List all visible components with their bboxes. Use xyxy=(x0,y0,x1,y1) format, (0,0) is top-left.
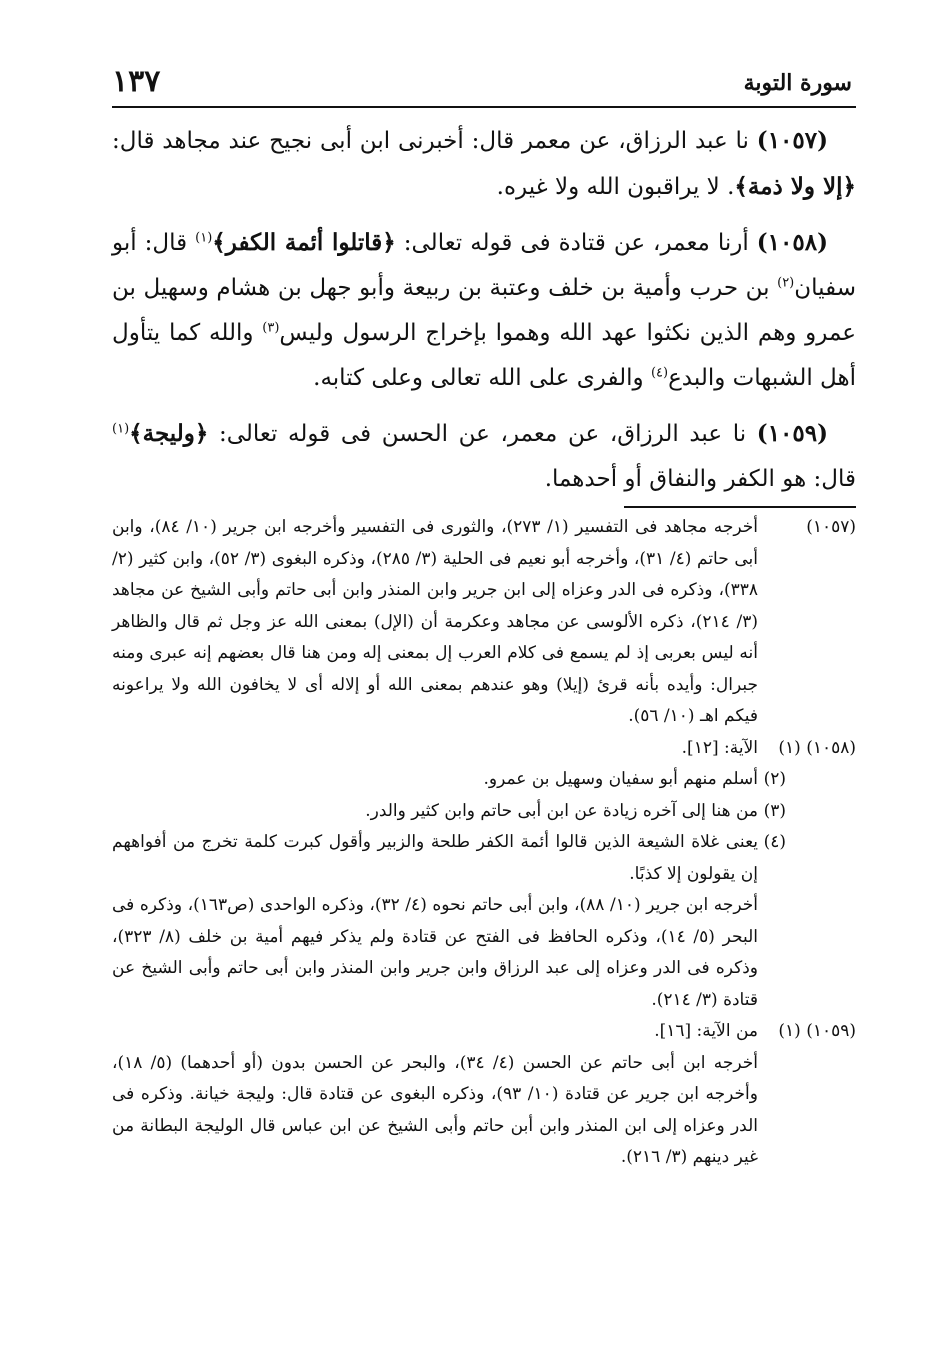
footnote-1059 xyxy=(112,1016,856,1174)
narration-1059 xyxy=(112,411,856,502)
narration-text: والله كما يتأول أهل الشبهات والبدع xyxy=(112,320,856,391)
footnotes xyxy=(112,512,856,1174)
footnote-sub xyxy=(112,764,786,796)
surah-title: سورة التوبة xyxy=(743,70,852,96)
footnote-subnumber: (٤) xyxy=(763,832,786,852)
footnote-number: (١٠٥٧) xyxy=(806,517,856,537)
page-header xyxy=(112,64,852,104)
footnote-number-group xyxy=(758,1016,856,1048)
narration-text: أرنا معمر، عن قتادة فى قوله تعالى: xyxy=(395,230,757,256)
narration-text: . لا يراقبون الله ولا غيره. xyxy=(496,174,735,200)
footnote-number: (١٠٥٨) xyxy=(806,737,856,758)
quran-quote: ﴿إلا ولا ذمة﴾ xyxy=(734,173,856,200)
header-rule xyxy=(112,106,856,108)
main-text xyxy=(112,118,856,512)
footnote-text: يعنى غلاة الشيعة الذين قالوا أئمة الكفر طلحة والزبير وأقول كبرت كلمة تخرج من أفواههم إن يقولون إلا كذبًا. xyxy=(112,832,758,884)
footnote-text: أسلم منهم أبو سفيان وسهيل بن عمرو. xyxy=(483,769,758,789)
footnote-number-group xyxy=(758,733,856,765)
narration-text: قال: أبو سفيان xyxy=(112,230,856,301)
quran-quote: ﴿وليجة﴾ xyxy=(129,420,209,447)
narration-text: والفرى على الله تعالى وعلى كتابه. xyxy=(313,365,651,391)
footnote-text: الآية: [١٢]. xyxy=(681,737,758,758)
footnote-text: أخرجه ابن جرير (١٠/ ٨٨)، وابن أبى حاتم نحوه (٤/ ٣٢)، وذكره الواحدى (ص١٦٣)، وذكره فى البحر (٥/ ١٤)، وذكره الحافظ فى الفتح عن قتادة ولم يذكر فيهم أمية بن خلف (٨/ ٣٢٣)، وذكره فى الدر وعزاه إلى عبد الرزاق وابن جرير وابن المنذر وابن أبى حاتم وأبى الشيخ عن قتادة (٣/ ٢١٤). xyxy=(112,895,758,1010)
footnote-text: أخرجه ابن أبى حاتم عن الحسن (٤/ ٣٤)، والبحر عن الحسن بدون (أو أحدهما) (٥/ ١٨)، وأخرجه ابن جرير عن قتادة (١٠/ ٩٣)، وذكره البغوى عن قتادة قال: وليجة خيانة. وذكره فى الدر وعزاه إلى ابن المنذر وابن أبن حاتم وأبى الشيخ عن ابن عباس قال الوليجة البطانة من غير دينهم (٣/ ٢١٦). xyxy=(112,1052,758,1167)
footnote-ref: (٢) xyxy=(777,275,795,291)
narration-text: بن حرب وأمية بن خلف وعتبة بن ربيعة وأبو جهل بن هشام وسهيل بن عمرو وهم الذين نكثوا عهد الله وهموا بإخراج الرسول وليس xyxy=(112,275,856,346)
narration-number: (١٠٥٩) xyxy=(756,420,828,447)
footnote-ref: (١) xyxy=(112,421,130,437)
footnote-subnumber: (١) xyxy=(778,737,801,758)
narration-number: (١٠٥٨) xyxy=(756,229,828,256)
narration-text: نا عبد الرزاق، عن معمر قال: أخبرنى ابن أبى نجيح عند مجاهد قال: xyxy=(112,128,757,154)
footnote-ref: (٤) xyxy=(650,365,669,381)
narration-text: نا عبد الرزاق، عن معمر، عن الحسن فى قوله تعالى: xyxy=(208,421,757,447)
narration-1058 xyxy=(112,220,856,401)
footnote-subnumber: (١) xyxy=(778,1021,801,1041)
narration-text: قال: هو الكفر والنفاق أو أحدهما. xyxy=(544,466,856,492)
footnote-line xyxy=(112,733,856,765)
footnote-line xyxy=(112,1016,856,1048)
footnote-text: من الآية: [١٦]. xyxy=(654,1021,758,1041)
narration-number: (١٠٥٧) xyxy=(756,127,828,154)
footnote-text: أخرجه مجاهد فى التفسير (١/ ٢٧٣)، والثورى فى التفسير وأخرجه ابن جرير (١٠/ ٨٤)، وابن أبى حاتم (٤/ ٣١)، وأخرجه أبو نعيم فى الحلية (٣/ ٢٨٥)، وذكره البغوى (٣/ ٥٢)، وابن كثير (٢/ ٣٣٨)، وذكره فى الدر وعزاه إلى ابن جرير وابن المنذر وابن أبى حاتم وأبى الشيخ عن مجاهد (٣/ ٢١٤)، ذكره الألوسى عن مجاهد وعكرمة أن (الإل) بمعنى الله عز وجل ثم قال والظاهر أنه ليس بعربى إذ لم يسمع فى كلام العرب إل بمعنى إله ومن هنا قال بعضهم إنه عبرى ومنه جبرال: وأيده بأنه قرئ (إيلا) وهو عندهم بمعنى الله أو إلاله أى لا يخافون الله ولا يراعونه فيكم اهـ (١٠/ ٥٦). xyxy=(112,517,758,726)
narration-1057 xyxy=(112,118,856,210)
footnote-subnumber: (٢) xyxy=(763,769,786,789)
footnote-number: (١٠٥٩) xyxy=(806,1021,856,1041)
footnote-ref: (٣) xyxy=(262,320,280,336)
footnote-subnumber: (٣) xyxy=(763,800,786,821)
quran-quote: ﴿قاتلوا أئمة الكفر﴾ xyxy=(212,229,396,256)
footnote-sub xyxy=(112,796,786,828)
footnote-1057 xyxy=(112,512,856,733)
page-number: ١٣٧ xyxy=(112,64,161,99)
footnote-rule xyxy=(624,506,856,508)
footnote-text: من هنا إلى آخره زيادة عن ابن أبى حاتم وابن كثير والدر. xyxy=(365,800,758,821)
footnote-ref: (١) xyxy=(195,230,213,246)
footnote-1058 xyxy=(112,733,856,1017)
footnote-sub xyxy=(112,827,786,890)
